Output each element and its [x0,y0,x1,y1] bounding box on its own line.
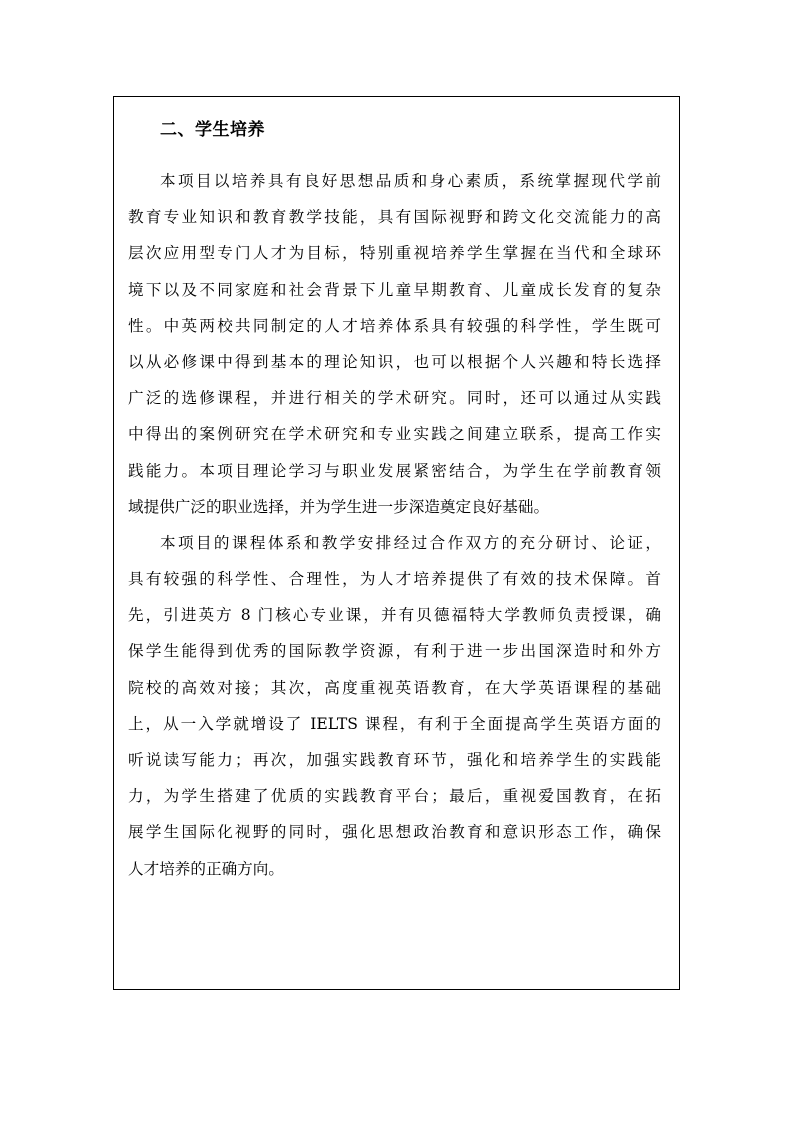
paragraph-line: 层次应用型专门人才为目标，特别重视培养学生掌握在当代和全球环 [128,244,661,263]
paragraph-line: 中得出的案例研究在学术研究和专业实践之间建立联系，提高工作实 [128,425,661,444]
paragraph-line: 境下以及不同家庭和社会背景下儿童早期教育、儿童成长发育的复杂 [128,280,661,299]
paragraph-line: 人才培养的正确方向。 [128,859,284,878]
section-heading: 二、学生培养 [160,120,265,140]
paragraph-line: 展学生国际化视野的同时，强化思想政治教育和意识形态工作，确保 [128,823,661,842]
paragraph-curriculum [128,525,661,887]
paragraph-line: 教育专业知识和教育教学技能，具有国际视野和跨文化交流能力的高 [128,208,661,227]
paragraph-line: 上，从一入学就增设了 IELTS 课程，有利于全面提高学生英语方面的 [128,714,661,733]
paragraph-line: 本项目以培养具有良好思想品质和身心素质，系统掌握现代学前 [160,172,661,190]
paragraph-line: 保学生能得到优秀的国际教学资源，有利于进一步出国深造时和外方 [128,642,661,661]
paragraph-line: 以从必修课中得到基本的理论知识，也可以根据个人兴趣和特长选择 [128,352,661,371]
paragraph-line: 本项目的课程体系和教学安排经过合作双方的充分研讨、论证， [160,533,661,552]
paragraph-training-goals [128,163,661,525]
paragraph-line: 性。中英两校共同制定的人才培养体系具有较强的科学性，学生既可 [128,316,661,335]
paragraph-line: 具有较强的科学性、合理性，为人才培养提供了有效的技术保障。首 [128,570,661,589]
paragraph-line: 域提供广泛的职业选择，并为学生进一步深造奠定良好基础。 [128,497,550,516]
paragraph-line: 先，引进英方 8 门核心专业课，并有贝德福特大学教师负责授课，确 [128,606,661,625]
paragraph-line: 院校的高效对接；其次，高度重视英语教育，在大学英语课程的基础 [128,678,661,697]
paragraph-line: 践能力。本项目理论学习与职业发展紧密结合，为学生在学前教育领 [128,461,661,480]
section-body [128,163,661,887]
paragraph-line: 力，为学生搭建了优质的实践教育平台；最后，重视爱国教育，在拓 [128,787,661,806]
paragraph-line: 广泛的选修课程，并进行相关的学术研究。同时，还可以通过从实践 [128,389,661,408]
paragraph-line: 听说读写能力；再次，加强实践教育环节，强化和培养学生的实践能 [128,751,661,769]
content-table-cell [113,96,680,990]
